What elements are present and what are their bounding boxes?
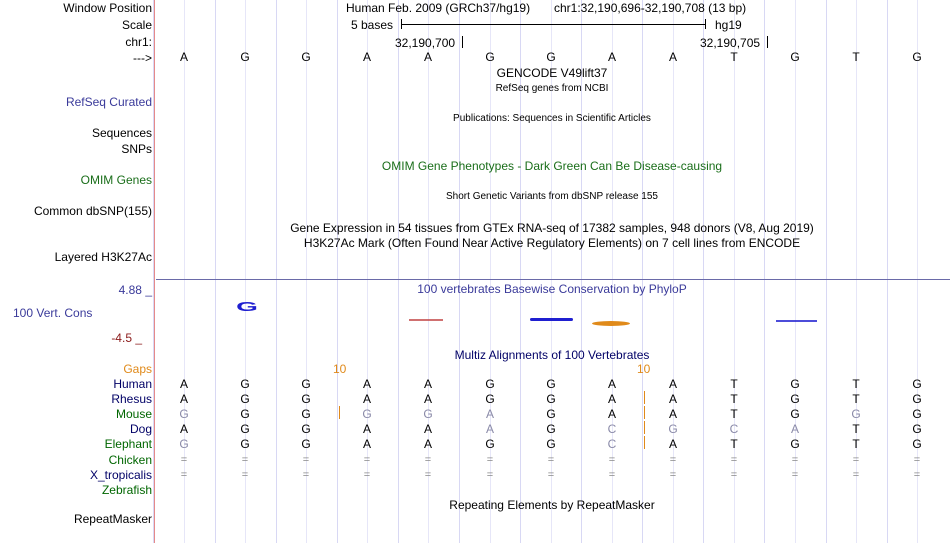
aligned-base: G [668,422,678,436]
aligned-base: C [607,437,617,451]
species-label-human[interactable]: Human [113,377,152,391]
aligned-base: G [240,422,250,436]
aligned-base: = [547,469,555,481]
aligned-base: G [301,422,311,436]
aligned-base: G [240,377,250,391]
reference-base: G [301,50,311,64]
coord-left-tick [462,36,463,48]
aligned-base: = [424,469,432,481]
label-omim-genes[interactable]: OMIM Genes [80,173,152,187]
aligned-base: = [486,469,494,481]
aligned-base: G [240,407,250,421]
grid-line [826,0,827,543]
reference-base: A [607,50,617,64]
dbsnp-track-title[interactable]: Short Genetic Variants from dbSNP release 155 [446,191,658,202]
grid-line [337,0,338,543]
reference-base: A [423,50,433,64]
aligned-base: = [547,454,555,466]
refseq-track-subtitle[interactable]: RefSeq genes from NCBI [495,83,609,94]
aligned-base: = [730,454,738,466]
aligned-base: = [241,454,249,466]
label-100-vert-cons[interactable]: 100 Vert. Cons [13,306,93,320]
aligned-base: = [363,454,371,466]
reference-base: G [790,50,800,64]
label-chrom: chr1: [125,35,152,49]
insertion-marker-mouse [339,406,340,419]
aligned-base: G [790,392,800,406]
omim-track-title[interactable]: OMIM Gene Phenotypes - Dark Green Can Be Disease-causing [381,159,723,173]
grid-line [887,0,888,543]
aligned-base: = [302,469,310,481]
aligned-base: = [363,469,371,481]
aligned-base: C [607,422,617,436]
species-label-dog[interactable]: Dog [129,422,152,436]
aligned-base: G [912,377,922,391]
aligned-base: = [852,454,860,466]
aligned-base: T [730,392,738,406]
grid-line [703,0,704,543]
label-column-border [154,0,155,543]
aligned-base: G [423,407,433,421]
phylop-mark-negative [409,319,443,321]
scale-bar-line [401,24,706,25]
aligned-base: G [485,377,495,391]
coord-right-tick [767,36,768,48]
species-label-zebrafish[interactable]: Zebrafish [101,483,152,497]
aligned-base: A [668,437,678,451]
scale-bar-right-tick [705,19,706,29]
coord-right: 32,190,705 [700,36,761,50]
grid-line [764,0,765,543]
aligned-base: G [546,407,556,421]
aligned-base: G [546,377,556,391]
phylop-sequence-logo[interactable] [224,299,270,321]
aligned-base: = [913,469,921,481]
aligned-base: G [301,407,311,421]
aligned-base: G [912,422,922,436]
scale-bar-label: 5 bases [351,18,394,32]
aligned-base: G [240,392,250,406]
phylop-mark-small [776,320,817,322]
label-sequences[interactable]: Sequences [91,126,152,140]
reference-base: T [852,50,860,64]
grid-line [642,0,643,543]
aligned-base: A [607,392,617,406]
gap-count-2: 10 [637,362,651,376]
aligned-base: A [668,377,678,391]
aligned-base: G [240,437,250,451]
phylop-mark-positive [530,318,573,321]
aligned-base: A [362,422,372,436]
aligned-base: G [790,437,800,451]
aligned-base: G [546,422,556,436]
reference-base: G [240,50,250,64]
aligned-base: = [791,469,799,481]
label-gaps[interactable]: Gaps [123,362,152,376]
species-label-x-tropicalis[interactable]: X_tropicalis [89,468,152,482]
aligned-base: G [362,407,372,421]
aligned-base: A [423,422,433,436]
aligned-base: = [486,454,494,466]
aligned-base: A [607,377,617,391]
aligned-base: G [546,437,556,451]
insertion-marker-elephant [644,436,645,449]
species-label-rhesus[interactable]: Rhesus [111,392,152,406]
grid-line [398,0,399,543]
gencode-track-title[interactable]: GENCODE V49lift37 [496,66,608,80]
aligned-base: T [730,377,738,391]
gtex-track-title[interactable]: Gene Expression in 54 tissues from GTEx RNA-seq of 17382 samples, 948 donors (V8, Aug 2019) [290,221,814,235]
aligned-base: A [423,437,433,451]
publications-track-title[interactable]: Publications: Sequences in Scientific Articles [453,113,651,124]
reference-base: A [668,50,678,64]
insertion-marker-rhesus [644,391,645,404]
h3k27ac-track-title[interactable]: H3K27Ac Mark (Often Found Near Active Regulatory Elements) on 7 cell lines from ENCODE [303,236,801,250]
grid-line [215,0,216,543]
aligned-base: G [485,437,495,451]
aligned-base: = [913,454,921,466]
aligned-base: A [607,407,617,421]
insertion-marker-mouse-2 [644,406,645,419]
label-scale: Scale [121,18,152,32]
reference-base: A [362,50,372,64]
aligned-base: = [302,454,310,466]
aligned-base: = [730,469,738,481]
aligned-base: G [301,377,311,391]
aligned-base: A [790,422,800,436]
label-refseq-curated[interactable]: RefSeq Curated [65,95,152,109]
aligned-base: = [669,454,677,466]
aligned-base: A [362,392,372,406]
aligned-base: = [852,469,860,481]
label-strand-arrow[interactable]: ---> [133,51,152,65]
aligned-base: A [179,422,189,436]
aligned-base: = [669,469,677,481]
aligned-base: T [852,377,860,391]
insertion-marker-dog [644,421,645,434]
reference-base: A [179,50,189,64]
reference-base: T [730,50,738,64]
aligned-base: A [179,392,189,406]
window-coordinates: chr1:32,190,696-32,190,708 (13 bp) [554,1,747,15]
phylop-logo-letter: G [236,299,258,314]
label-layered-h3k27ac[interactable]: Layered H3K27Ac [54,250,152,264]
aligned-base: G [851,407,861,421]
species-label-mouse[interactable]: Mouse [115,407,152,421]
aligned-base: A [423,377,433,391]
label-common-dbsnp[interactable]: Common dbSNP(155) [33,204,152,218]
aligned-base: G [301,437,311,451]
gap-count-1: 10 [333,362,347,376]
aligned-base: = [608,469,616,481]
track-separator [156,279,950,280]
reference-base: G [485,50,495,64]
aligned-base: G [790,377,800,391]
aligned-base: T [730,407,738,421]
repeatmasker-track-title[interactable]: Repeating Elements by RepeatMasker [449,498,655,512]
aligned-base: T [730,437,738,451]
phylop-max-value: 4.88 _ [118,283,152,297]
scale-bar-left-tick [401,19,402,29]
aligned-base: A [485,422,495,436]
aligned-base: A [179,377,189,391]
aligned-base: A [362,437,372,451]
aligned-base: G [179,437,189,451]
aligned-base: G [912,437,922,451]
reference-base: G [912,50,922,64]
aligned-base: T [852,392,860,406]
db-label: hg19 [715,18,742,32]
assembly-title: Human Feb. 2009 (GRCh37/hg19) [346,1,531,15]
aligned-base: G [912,407,922,421]
aligned-base: = [608,454,616,466]
species-label-chicken[interactable]: Chicken [108,453,152,467]
aligned-base: T [852,422,860,436]
aligned-base: = [241,469,249,481]
aligned-base: C [729,422,739,436]
aligned-base: G [485,392,495,406]
coord-left: 32,190,700 [395,36,456,50]
phylop-mark-orange [592,321,630,326]
aligned-base: A [362,377,372,391]
aligned-base: G [912,392,922,406]
grid-line [459,0,460,543]
aligned-base: A [485,407,495,421]
aligned-base: = [424,454,432,466]
grid-line [276,0,277,543]
label-repeatmasker[interactable]: RepeatMasker [73,512,152,526]
aligned-base: G [179,407,189,421]
label-snps[interactable]: SNPs [121,142,152,156]
species-label-elephant[interactable]: Elephant [104,437,152,451]
aligned-base: = [791,454,799,466]
aligned-base: A [423,392,433,406]
aligned-base: G [546,392,556,406]
phylop-track-title[interactable]: 100 vertebrates Basewise Conservation by PhyloP [417,282,687,296]
phylop-min-value: -4.5 _ [111,331,142,345]
aligned-base: A [668,392,678,406]
reference-base: G [546,50,556,64]
label-window-position: Window Position [63,1,152,15]
aligned-base: = [180,469,188,481]
aligned-base: = [180,454,188,466]
aligned-base: A [668,407,678,421]
multiz-track-title[interactable]: Multiz Alignments of 100 Vertebrates [454,348,650,362]
aligned-base: G [790,407,800,421]
aligned-base: T [852,437,860,451]
aligned-base: G [301,392,311,406]
